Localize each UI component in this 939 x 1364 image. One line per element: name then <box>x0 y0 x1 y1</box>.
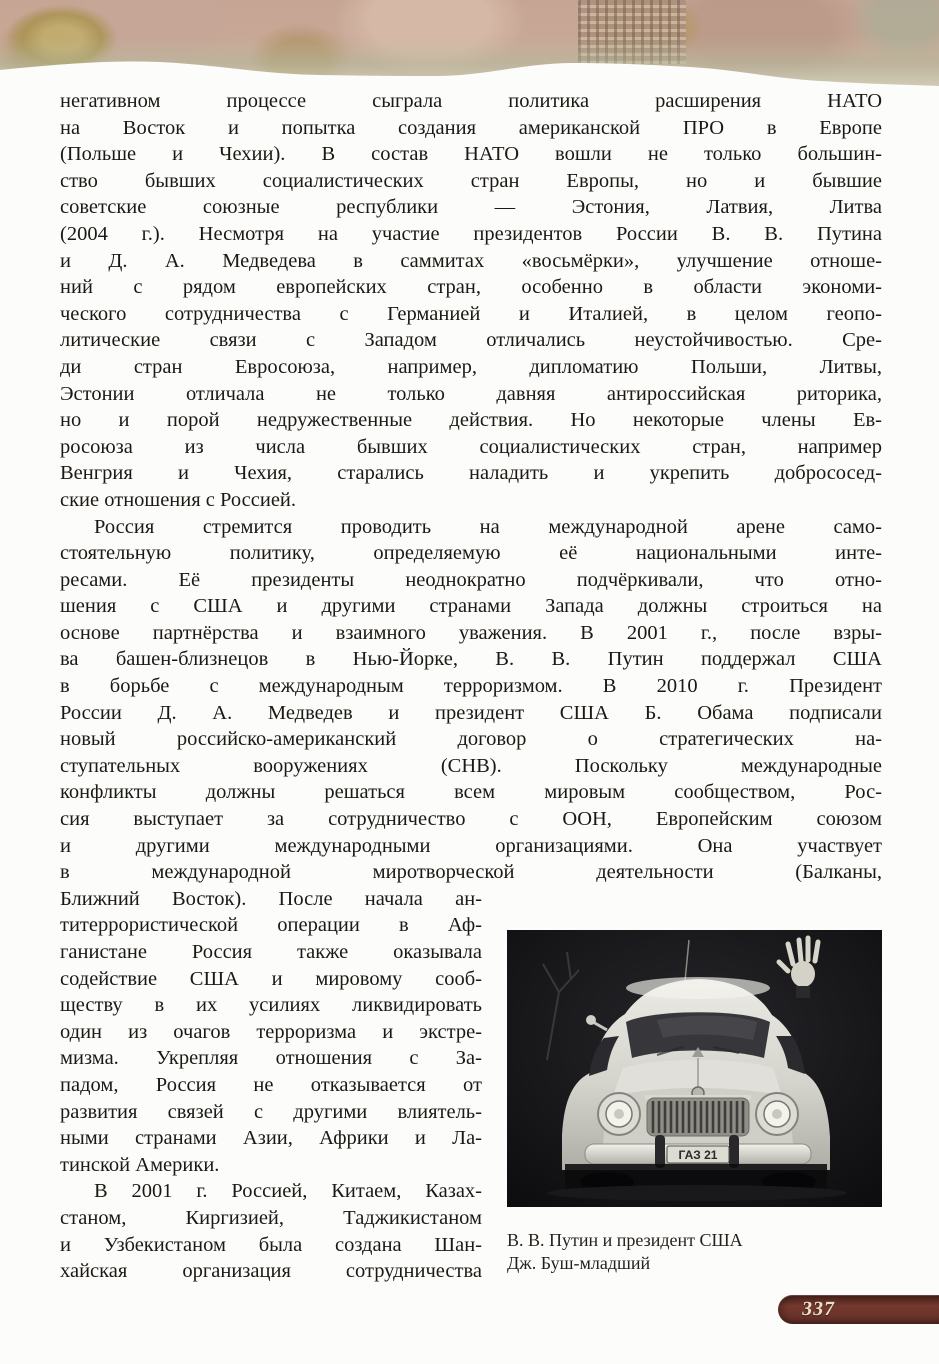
text-line: ческого сотрудничества с Германией и Италией, в целом геопо- <box>60 302 882 325</box>
photo-caption <box>507 1229 882 1275</box>
text-line: титеррористической операции в Аф- <box>60 914 482 937</box>
caption-line-2: Дж. Буш-младший <box>507 1252 651 1273</box>
plate-text: ГАЗ 21 <box>678 1147 718 1162</box>
text-line: В 2001 г. Россией, Китаем, Казах- <box>94 1180 482 1203</box>
headlight-right <box>756 1093 798 1135</box>
paragraph-nato <box>60 88 882 514</box>
text-line: ство бывших социалистических стран Европы, но и бывшие <box>60 169 882 192</box>
text-line: (2004 г.). Несмотря на участие президентов России В. В. Путина <box>60 222 882 245</box>
text-line: (Польше и Чехии). В состав НАТО вошли не только большин- <box>60 143 882 166</box>
page-number: 337 <box>800 1298 837 1320</box>
text-line: хайская организация сотрудничества <box>60 1260 482 1283</box>
text-line: и другими международными организациями. Она участвует <box>60 834 882 857</box>
text-line: и Узбекистаном была создана Шан- <box>60 1233 482 1256</box>
text-line: падом, Россия не отказывается от <box>60 1073 482 1096</box>
text-line: шения с США и другими странами Запада должны строиться на <box>60 595 882 618</box>
text-line: и Д. А. Медведева в саммитах «восьмёрки», улучшение отноше- <box>60 249 882 272</box>
figure-spacer <box>507 886 882 930</box>
text-line: ний с рядом европейских стран, особенно в области экономи- <box>60 276 882 299</box>
license-plate <box>667 1146 729 1163</box>
wrap-region <box>60 886 882 1285</box>
headlight-left <box>598 1093 640 1135</box>
grille <box>647 1098 749 1136</box>
text-line: на Восток и попытка создания американской ПРО в Европе <box>60 116 882 139</box>
text-line: Эстонии отличала не только давняя антироссийская риторика, <box>60 382 882 405</box>
wave-edge <box>0 50 939 88</box>
header-collage-band <box>0 0 939 88</box>
bumper-guard-right <box>729 1135 739 1168</box>
text-line: новый российско-американский договор о стратегических на- <box>60 728 882 751</box>
text-line: ва башен-близнецов в Нью-Йорке, В. В. Путин поддержал США <box>60 648 882 671</box>
text-line: негативном процессе сыграла политика расширения НАТО <box>60 90 882 112</box>
text-line: в борьбе с международным терроризмом. В 2010 г. Президент <box>60 675 882 698</box>
text-line: литические связи с Западом отличались неустойчивостью. Сре- <box>60 329 882 352</box>
text-line: ди стран Евросоюза, например, дипломатию Польши, Литвы, <box>60 355 882 378</box>
page-number-badge <box>778 1295 939 1324</box>
text-line: ществу в их усилиях ликвидировать <box>60 994 482 1017</box>
text-line: росоюза из числа бывших социалистических стран, например <box>60 435 882 458</box>
text-line: тинской Америки. <box>60 1153 220 1176</box>
text-line: развития связей с другими влиятель- <box>60 1100 482 1123</box>
text-line: Россия стремится проводить на международной арене само- <box>94 515 882 538</box>
text-line: мизма. Укрепляя отношения с За- <box>60 1047 482 1070</box>
text-line: Венгрия и Чехия, старались наладить и укрепить добрососед- <box>60 462 882 485</box>
text-line: конфликты должны решаться всем мировым сообществом, Рос- <box>60 781 882 804</box>
text-line: станом, Киргизией, Таджикистаном <box>60 1206 482 1229</box>
caption-line-1: В. В. Путин и президент США <box>507 1229 743 1250</box>
text-line: основе партнёрства и взаимного уважения. В 2001 г., после взры- <box>60 621 882 644</box>
text-line: сия выступает за сотрудничество с ООН, Европейским союзом <box>60 808 882 831</box>
text-line: но и порой недружественные действия. Но некоторые члены Ев- <box>60 409 882 432</box>
text-line: ресами. Её президенты неоднократно подчёркивали, что отно- <box>60 568 882 591</box>
text-line: в международной миротворческой деятельности (Балканы, <box>60 861 882 884</box>
paragraph-russia-policy <box>60 514 882 886</box>
page-content <box>0 88 939 1285</box>
text-line: ганистане Россия также оказывала <box>60 941 482 963</box>
text-line: советские союзные республики — Эстония, Латвия, Литва <box>60 196 882 219</box>
photo-gaz21-volga <box>507 930 882 1207</box>
bumper-guard-left <box>655 1135 665 1168</box>
text-line: стоятельную политику, определяемую её национальными инте- <box>60 542 882 565</box>
text-line: содействие США и мировому сооб- <box>60 967 482 990</box>
photo-figure <box>507 886 882 1275</box>
text-line: ские отношения с Россией. <box>60 488 297 511</box>
text-line: России Д. А. Медведев и президент США Б. Обама подписали <box>60 701 882 724</box>
text-line: один из очагов терроризма и экстре- <box>60 1020 482 1043</box>
text-line: ступательных вооружениях (СНВ). Поскольку международные <box>60 754 882 777</box>
text-line: Ближний Восток). После начала ан- <box>60 887 482 910</box>
text-line: ными странами Азии, Африки и Ла- <box>60 1127 482 1150</box>
